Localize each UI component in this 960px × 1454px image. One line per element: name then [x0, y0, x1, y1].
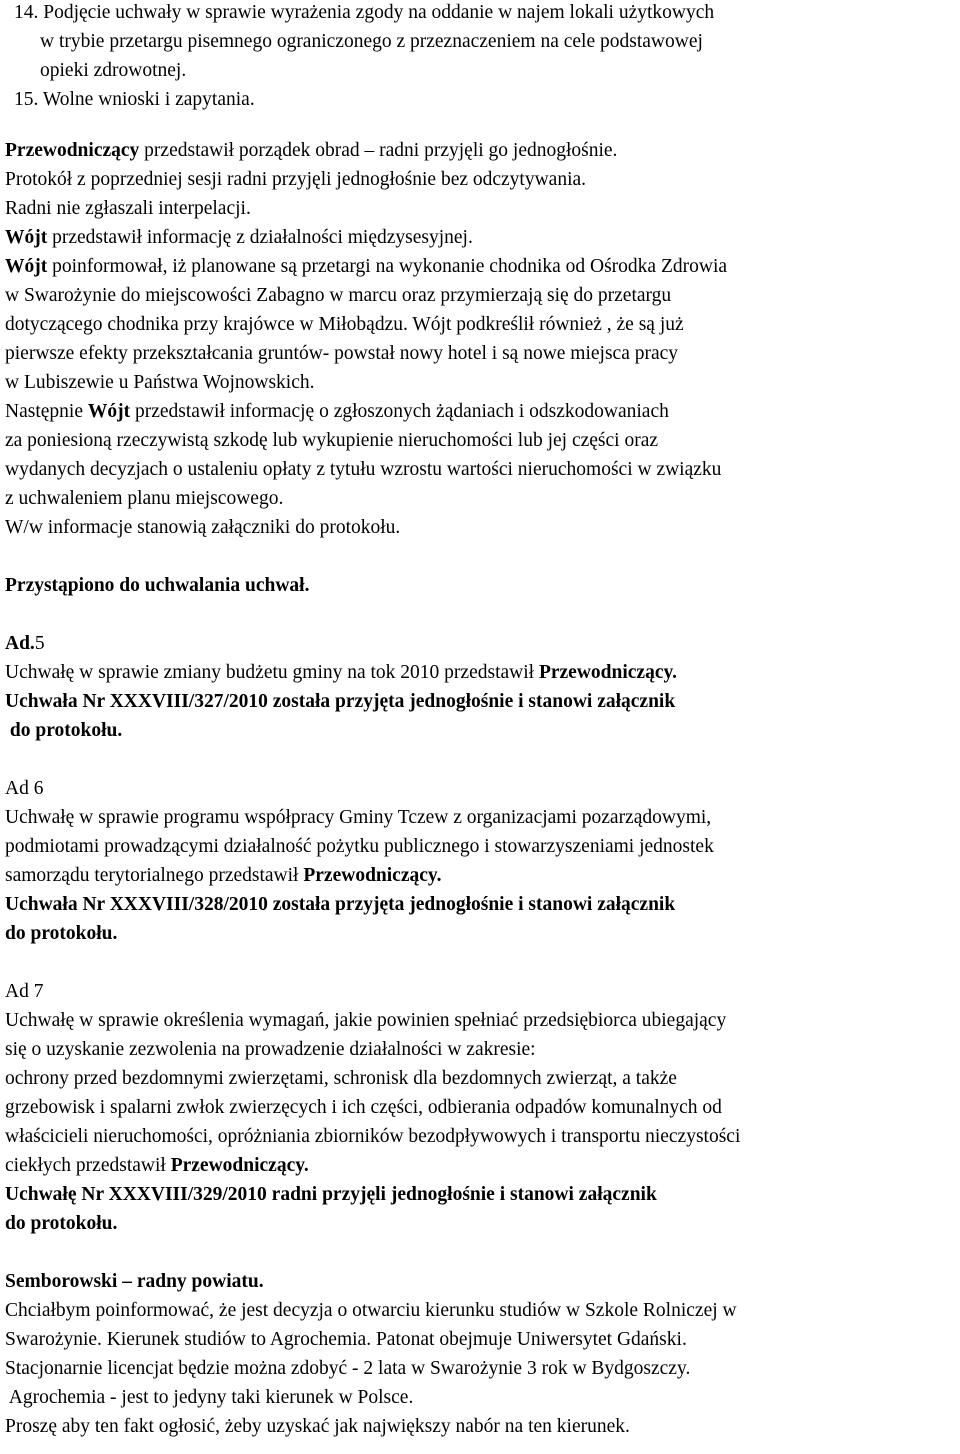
wojt-report-line-7: za poniesioną rzeczywistą szkodę lub wykupienie nieruchomości lub jej części oraz: [5, 430, 659, 451]
wojt-report-line-5: w Lubiszewie u Państwa Wojnowskich.: [5, 372, 315, 393]
wojt-info-line: [5, 223, 960, 252]
ad6-text-3: samorządu terytorialnego przedstawił: [5, 865, 304, 886]
chair-name: Przewodniczący.: [303, 865, 442, 886]
wojt-report-line-9: z uchwaleniem planu miejscowego.: [5, 488, 284, 509]
ad5-text-1: Uchwałę w sprawie zmiany budżetu gminy na tok 2010 przedstawił: [5, 662, 539, 683]
agenda-item-14-line-2: w trybie przetargu pisemnego ograniczonego z przeznaczeniem na cele podstawowej: [40, 31, 703, 52]
ad6-label: Ad 6: [5, 778, 44, 799]
semborowski-heading: Semborowski – radny powiatu.: [5, 1271, 264, 1292]
ad5-resolution-line: Uchwała Nr XXXVIII/327/2010 została przyjęta jednogłośnie i stanowi załącznik: [5, 691, 676, 712]
ad7-line-4: grzebowisk i spalarni zwłok zwierzęcych i ich części, odbierania odpadów komunalnych od: [5, 1097, 722, 1118]
chair-agenda-text: przedstawił porządek obrad – radni przyjęli go jednogłośnie.: [139, 140, 618, 161]
wojt-report-line-8: wydanych decyzjach o ustaleniu opłaty z tytułu wzrostu wartości nieruchomości w związku: [5, 459, 722, 480]
ad7-line-5: właścicieli nieruchomości, opróżniania zbiorników bezodpływowych i transportu nieczystości: [5, 1126, 741, 1147]
chair-name: Przewodniczący.: [538, 662, 678, 683]
ad6-resolution-line-2: do protokołu.: [5, 923, 118, 944]
agenda-item-14-line-3: opieki zdrowotnej.: [40, 60, 187, 81]
semborowski-line-3: Stacjonarnie licencjat będzie można zdobyć - 2 lata w Swarożynie 3 rok w Bydgoszczy.: [5, 1358, 691, 1379]
ad5-label-number: 5: [34, 633, 45, 654]
ad6-resolution-line: Uchwała Nr XXXVIII/328/2010 została przyjęta jednogłośnie i stanowi załącznik: [5, 894, 676, 915]
ad5-line-1: [5, 658, 960, 687]
wojt-report-line-6: [5, 397, 960, 426]
chair-name: Przewodniczący.: [170, 1155, 309, 1176]
wojt-name: Wójt: [87, 401, 131, 422]
ad7-line-6: [5, 1151, 960, 1180]
semborowski-line-4: Agrochemia - jest to jedyny taki kierunek w Polsce.: [5, 1387, 414, 1408]
chair-name: Przewodniczący: [5, 140, 140, 161]
ad6-line-3: [5, 861, 960, 890]
ad7-resolution-line: Uchwałę Nr XXXVIII/329/2010 radni przyjęli jednogłośnie i stanowi załącznik: [5, 1184, 657, 1205]
wojt-name: Wójt: [5, 227, 48, 248]
ad7-line-2: się o uzyskanie zezwolenia na prowadzenie działalności w zakresie:: [5, 1039, 536, 1060]
wojt-report-text-1: poinformował, iż planowane są przetargi na wykonanie chodnika od Ośrodka Zdrowia: [47, 256, 728, 277]
wojt-report-text-6-pre: Następnie: [5, 401, 88, 422]
agenda-item-14-line-1: 14. Podjęcie uchwały w sprawie wyrażenia zgody na oddanie w najem lokali użytkowych: [14, 2, 715, 23]
ad7-text-6: ciekłych przedstawił: [5, 1155, 171, 1176]
chair-agenda-line: [5, 136, 960, 165]
ad7-line-1: Uchwałę w sprawie określenia wymagań, jakie powinien spełniać przedsiębiorca ubiegający: [5, 1010, 727, 1031]
ad7-resolution-line-2: do protokołu.: [5, 1213, 118, 1234]
semborowski-line-5: Proszę aby ten fakt ogłosić, żeby uzyskać jak największy nabór na ten kierunek.: [5, 1416, 630, 1437]
ad5-resolution-line-2: do protokołu.: [5, 720, 123, 741]
wojt-report-line-4: pierwsze efekty przekształcania gruntów- powstał nowy hotel i są nowe miejsca pracy: [5, 343, 679, 364]
wojt-report-line-10: W/w informacje stanowią załączniki do protokołu.: [5, 517, 401, 538]
wojt-report-line-2: w Swarożynie do miejscowości Zabagno w marcu oraz przymierzają się do przetargu: [5, 285, 672, 306]
ad5-label-prefix: Ad.: [5, 633, 35, 654]
protocol-line: Protokół z poprzedniej sesji radni przyjęli jednogłośnie bez odczytywania.: [5, 169, 587, 190]
wojt-name: Wójt: [5, 256, 48, 277]
wojt-info-text: przedstawił informację z działalności międzysesyjnej.: [47, 227, 473, 248]
ad7-line-3: ochrony przed bezdomnymi zwierzętami, schronisk dla bezdomnych zwierząt, a także: [5, 1068, 677, 1089]
semborowski-line-1: Chciałbym poinformować, że jest decyzja o otwarciu kierunku studiów w Szkole Rolniczej w: [5, 1300, 737, 1321]
ad6-line-2: podmiotami prowadzącymi działalność pożytku publicznego i stowarzyszeniami jednostek: [5, 836, 714, 857]
agenda-item-15: 15. Wolne wnioski i zapytania.: [14, 89, 255, 110]
semborowski-line-2: Swarożynie. Kierunek studiów to Agrochemia. Patonat obejmuje Uniwersytet Gdański.: [5, 1329, 687, 1350]
wojt-report-text-6: przedstawił informację o zgłoszonych żądaniach i odszkodowaniach: [130, 401, 669, 422]
wojt-report-line-3: dotyczącego chodnika przy krajówce w Miłobądzu. Wójt podkreślił również , że są już: [5, 314, 684, 335]
interpellations-line: Radni nie zgłaszali interpelacji.: [5, 198, 251, 219]
wojt-report-line-1: [5, 252, 960, 281]
resolutions-heading: Przystąpiono do uchwalania uchwał.: [5, 575, 310, 596]
ad5-label: [5, 629, 960, 658]
ad6-line-1: Uchwałę w sprawie programu współpracy Gminy Tczew z organizacjami pozarządowymi,: [5, 807, 712, 828]
ad7-label: Ad 7: [5, 981, 44, 1002]
